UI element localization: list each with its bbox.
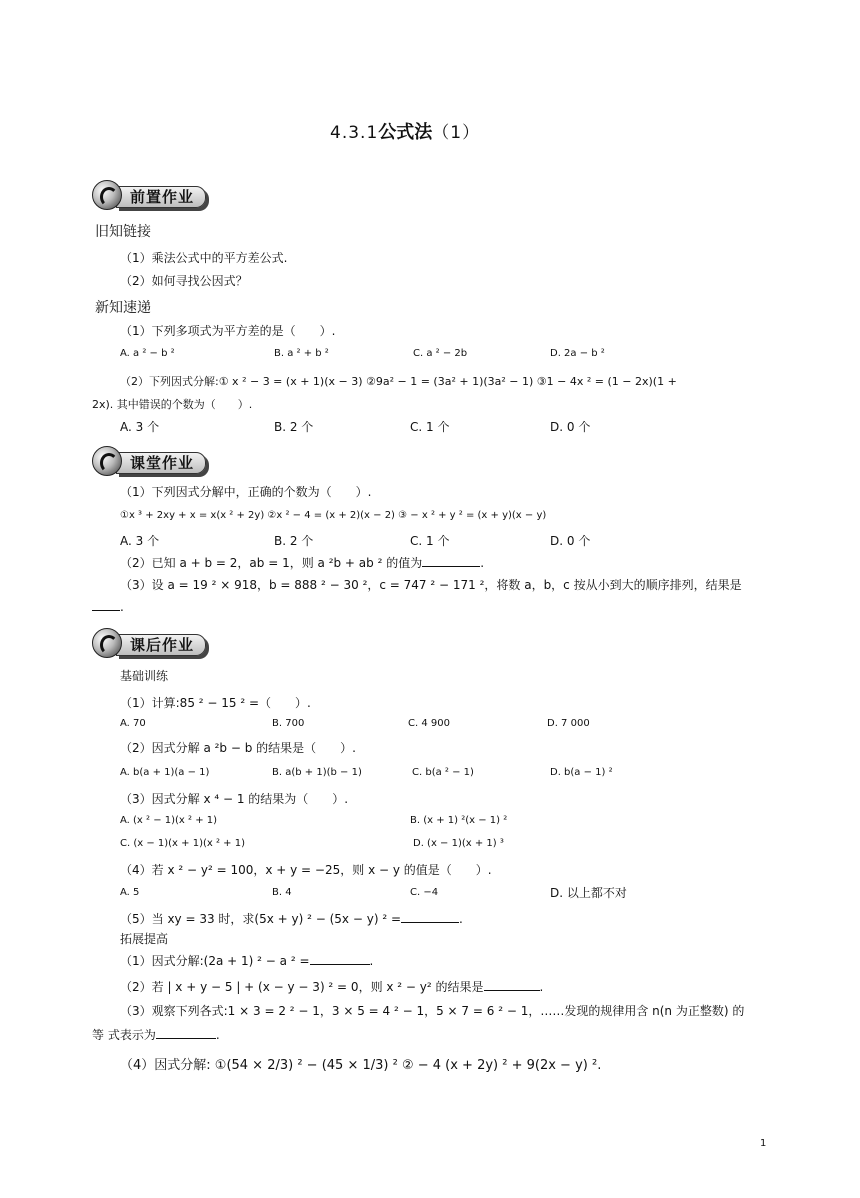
page-title xyxy=(330,118,480,144)
pre-n1: （1）下列多项式为平方差的是（ ）. xyxy=(120,324,336,338)
answer-blank xyxy=(422,554,480,567)
ext-q1: （1）因式分解:(2a + 1) ² − a ² = . xyxy=(120,954,374,968)
hw-q3-option-a: A. (x ² − 1)(x ² + 1) xyxy=(120,815,218,826)
subheading-old-link: 旧知链接 xyxy=(95,224,151,240)
class-q3-blank: . xyxy=(92,598,124,614)
hw-q1-option-b: B. 700 xyxy=(272,718,305,729)
class-q1-option-a: A. 3 个 xyxy=(120,534,160,548)
pre-n2-option-c: C. 1 个 xyxy=(410,420,450,434)
class-q3-text: （3）设 a = 19 ² × 918，b = 888 ² − 30 ²，c = 747 ² − 171 ²，将数 a，b，c 按从小到大的顺序排列，结果是 xyxy=(120,578,742,592)
section-play-icon xyxy=(92,446,122,476)
pre-n2-option-a: A. 3 个 xyxy=(120,420,160,434)
class-q2-text: （2）已知 a + b = 2，ab = 1，则 a ²b + ab ² 的值为 xyxy=(120,556,423,570)
subheading-extend: 拓展提高 xyxy=(120,932,169,946)
hw-q1-option-d: D. 7 000 xyxy=(547,718,590,729)
pre-n1-option-b: B. a ² + b ² xyxy=(274,348,329,359)
ext-q2-text: （2）若 | x + y − 5 | + (x − y − 3) ² = 0，则 x ² − y² 的结果是 xyxy=(120,980,484,994)
class-q3 xyxy=(120,576,742,593)
answer-blank xyxy=(401,910,459,923)
hw-q3-option-b: B. (x + 1) ²(x − 1) ² xyxy=(410,815,508,826)
section-label: 前置作业 xyxy=(130,188,195,206)
hw-q2-option-d: D. b(a − 1) ² xyxy=(550,767,613,778)
pre-n2-line1: （2）下列因式分解:① x ² − 3 = (x + 1)(x − 3) ②9a² − 1 = (3a² + 1)(3a² − 1) ③1 − 4x ² = (1 − 2x)(1 + xyxy=(120,375,677,388)
pre-n2-option-b: B. 2 个 xyxy=(274,420,314,434)
answer-blank xyxy=(484,978,540,991)
title-number: 4.3.1 xyxy=(330,123,379,143)
ext-q1-text: （1）因式分解:(2a + 1) ² − a ² = xyxy=(120,954,310,968)
hw-q3: （3）因式分解 x ⁴ − 1 的结果为（ ）. xyxy=(120,792,349,806)
hw-q2-option-c: C. b(a ² − 1) xyxy=(412,767,474,778)
hw-q1-option-c: C. 4 900 xyxy=(408,718,450,729)
section-badge-pre xyxy=(92,180,212,210)
pre-n1-option-c: C. a ² − 2b xyxy=(413,348,468,359)
answer-blank xyxy=(310,952,370,965)
pre-n2-line2: 2x). 其中错误的个数为（ ）. xyxy=(92,398,253,411)
hw-q4-option-a: A. 5 xyxy=(120,887,140,898)
section-runner-icon xyxy=(92,628,122,658)
hw-q5: （5）当 xy = 33 时，求(5x + y) ² − (5x − y) ² = . xyxy=(120,912,463,926)
ext-q3-line1: （3）观察下列各式:1 × 3 = 2 ² − 1，3 × 5 = 4 ² − 1，5 × 7 = 6 ² − 1，……发现的规律用含 n(n 为正整数) 的 xyxy=(120,1004,745,1018)
hw-q2-option-a: A. b(a + 1)(a − 1) xyxy=(120,767,210,778)
class-q2: （2）已知 a + b = 2，ab = 1，则 a ²b + ab ² 的值为 . xyxy=(120,556,485,570)
class-q1-items: ①x ³ + 2xy + x = x(x ² + 2y) ②x ² − 4 = (x + 2)(x − 2) ③ − x ² + y ² = (x + y)(x − y) xyxy=(120,510,547,521)
hw-q2-option-b: B. a(b + 1)(b − 1) xyxy=(272,767,362,778)
hw-q3-option-d: D. (x − 1)(x + 1) ³ xyxy=(413,838,504,849)
section-label: 课后作业 xyxy=(130,636,195,654)
hw-q3-option-c: C. (x − 1)(x + 1)(x ² + 1) xyxy=(120,838,245,849)
pre-n1-option-a: A. a ² − b ² xyxy=(120,348,175,359)
ext-q3-text: 等 式表示为 xyxy=(92,1028,156,1042)
pre-n2-option-d: D. 0 个 xyxy=(550,420,591,434)
answer-blank xyxy=(92,598,120,611)
hw-q4: （4）若 x ² − y² = 100，x + y = −25，则 x − y 的值是（ ）. xyxy=(120,863,492,877)
hw-q1-option-a: A. 70 xyxy=(120,718,146,729)
pre-q2: （2）如何寻找公因式？ xyxy=(120,274,248,288)
class-q1: （1）下列因式分解中，正确的个数为（ ）. xyxy=(120,485,372,499)
section-badge-class xyxy=(92,446,212,476)
pre-q1: （1）乘法公式中的平方差公式. xyxy=(120,251,288,265)
class-q1-option-d: D. 0 个 xyxy=(550,534,591,548)
section-badge-after xyxy=(92,628,212,658)
section-logo-icon xyxy=(92,180,122,210)
class-q1-option-c: C. 1 个 xyxy=(410,534,450,548)
answer-blank xyxy=(156,1026,216,1039)
hw-q2: （2）因式分解 a ²b − b 的结果是（ ）. xyxy=(120,741,356,755)
section-label: 课堂作业 xyxy=(130,454,195,472)
hw-q1: （1）计算:85 ² − 15 ² =（ ）. xyxy=(120,696,311,710)
page-number: 1 xyxy=(760,1138,767,1149)
pre-n1-option-d: D. 2a − b ² xyxy=(550,348,605,359)
subheading-new-link: 新知速递 xyxy=(95,300,151,316)
hw-q4-option-d: D. 以上都不对 xyxy=(550,886,627,900)
hw-q4-option-b: B. 4 xyxy=(272,887,292,898)
title-part: （1） xyxy=(432,123,481,143)
class-q1-option-b: B. 2 个 xyxy=(274,534,314,548)
ext-q4: （4）因式分解: ①(54 × 2/3) ² − (45 × 1/3) ² ② − 4 (x + 2y) ² + 9(2x − y) ². xyxy=(120,1058,602,1073)
hw-q4-option-c: C. −4 xyxy=(410,887,439,898)
ext-q2: （2）若 | x + y − 5 | + (x − y − 3) ² = 0，则 x ² − y² 的结果是 . xyxy=(120,980,544,994)
subheading-basic: 基础训练 xyxy=(120,669,169,683)
hw-q5-text: （5）当 xy = 33 时，求(5x + y) ² − (5x − y) ² = xyxy=(120,912,401,926)
title-name: 公式法 xyxy=(378,122,433,143)
ext-q3-line2: 等 式表示为 . xyxy=(92,1028,220,1042)
